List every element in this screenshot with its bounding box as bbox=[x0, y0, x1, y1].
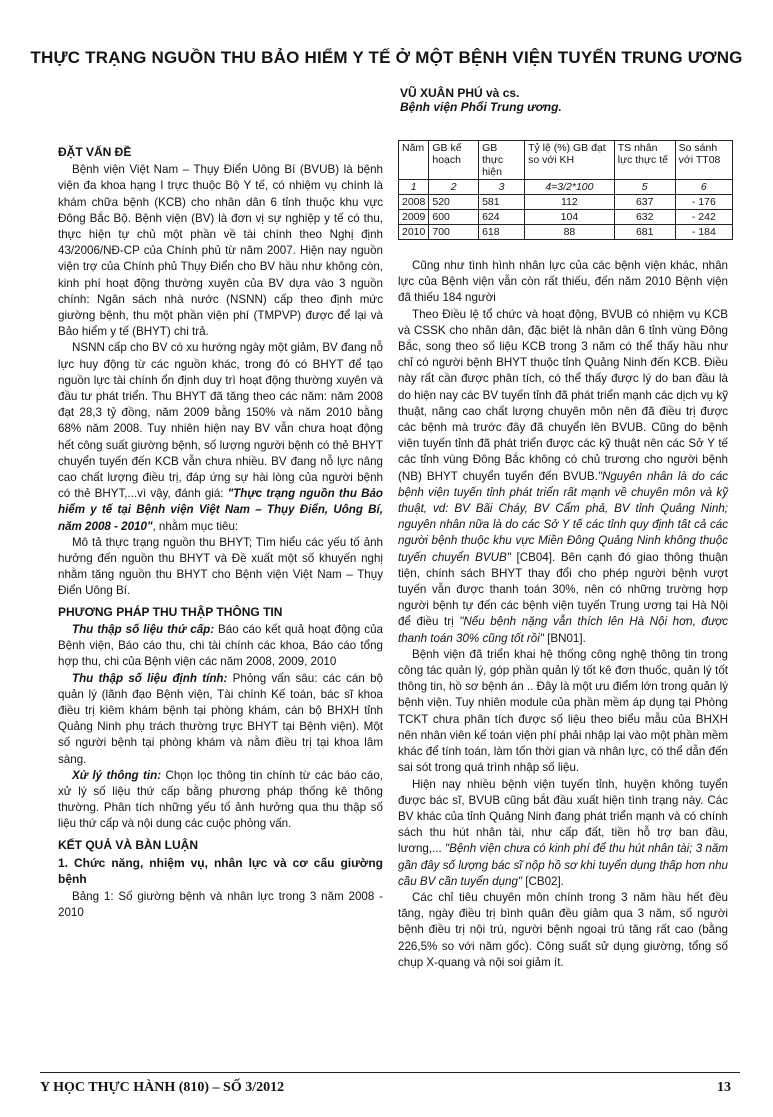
table-cell: - 184 bbox=[675, 225, 732, 240]
subsection-heading-1: 1. Chức năng, nhiệm vụ, nhân lực và cơ cấu giường bệnh bbox=[58, 855, 383, 886]
staff-paragraph: Cũng như tình hình nhân lực của các bệnh viện khác, nhân lực của Bệnh viện vẫn còn rất thiếu, đến năm 2010 Bệnh viện đã thiếu 184 người bbox=[398, 259, 728, 305]
table-cell: 3 bbox=[479, 180, 525, 195]
table-caption: Bảng 1: Số giường bệnh và nhân lực trong 3 năm 2008 - 2010 bbox=[58, 890, 383, 920]
table-header-cell: So sánh với TT08 bbox=[675, 141, 732, 180]
interview-quote-cb02: "Bệnh viện chưa có kinh phí để thu hút nhân tài; 3 năm gần đây số lượng bác sĩ nộp hồ sơ khi tuyển dụng thấp hơn nhu cầu BV cần tuyển dụng" bbox=[398, 842, 728, 888]
table-cell: 4=3/2*100 bbox=[525, 180, 615, 195]
indicators-paragraph: Các chỉ tiêu chuyên môn chính trong 3 năm hầu hết đều tăng, ngày điều trị bình quân đều giảm qua 3 năm, số người bệnh điều trị nội trú, người bệnh ngoại trú tăng rất cao (bằng 226,5% so với năm gốc). Công suất sử dụng giường, tổng số chụp X-quang và nội soi giảm ít. bbox=[398, 890, 728, 969]
table-header-cell: Năm bbox=[399, 141, 429, 180]
table-header-cell: GB thực hiện bbox=[479, 141, 525, 180]
section-heading-method: PHƯƠNG PHÁP THU THẬP THÔNG TIN bbox=[58, 604, 283, 619]
table-cell: - 176 bbox=[675, 195, 732, 210]
interview-quote-bn01: "Nếu bệnh nặng vẫn thích lên Hà Nội hơn, được thanh toán 30% cũng tốt rồi" bbox=[398, 615, 729, 645]
table-cell: 112 bbox=[525, 195, 615, 210]
table-header-cell: GB kế hoạch bbox=[429, 141, 479, 180]
table-cell: 624 bbox=[479, 210, 525, 225]
table-cell: 618 bbox=[479, 225, 525, 240]
table-cell: 632 bbox=[614, 210, 675, 225]
table-header-cell: TS nhân lực thực tế bbox=[614, 141, 675, 180]
author-name: VŨ XUÂN PHÚ và cs. bbox=[400, 86, 520, 100]
table-cell: 700 bbox=[429, 225, 479, 240]
intro-paragraph-1: Bệnh viện Việt Nam – Thụy Điển Uông Bí (BVUB) là bệnh viện đa khoa hạng I trực thuộc Bộ Y tế, có nhiệm vụ chính là khám chữa bệnh (KCB) cho nhân dân 6 tỉnh thuộc khu vực Đông Bắc Bộ. Bệnh viện (BV) là đơn vị sự nghiệp y tế có thu, thực hiện tự chủ một phần về tài chính theo Nghị định 43/2006/NĐ-CP của Chính phủ từ năm 2007. Hiện nay nguồn viện trợ của Chính phủ Thụy Điển cho BV hầu như không còn, kinh phí hoạt động thường xuyên của BV dựa vào 3 nguồn chính: Ngân sách nhà nước (NSNN) cấp theo định mức giường bệnh, thu một phần viện phí (TMPVP) được để lại và Bảo hiểm y tế (BHYT) chi trả. bbox=[58, 163, 383, 339]
table-cell: 581 bbox=[479, 195, 525, 210]
table-cell: 2009 bbox=[399, 210, 429, 225]
author-block bbox=[400, 86, 760, 114]
journal-footer: Y HỌC THỰC HÀNH (810) – SỐ 3/2012 bbox=[40, 1080, 285, 1095]
method-secondary-data: Thu thập số liệu thứ cấp: Báo cáo kết quả hoạt động của Bệnh viện, Báo cáo thu, chi tài chính các khoa, Báo cáo tổng hợp thu, chi của Bệnh viện các năm 2008, 2009, 2010 bbox=[58, 622, 383, 669]
right-column bbox=[398, 258, 728, 971]
table-index-row bbox=[399, 180, 733, 195]
referral-paragraph: Theo Điều lệ tổ chức và hoạt động, BVUB có nhiệm vụ KCB và CSSK cho nhân dân, đặc biệt là nhân dân 6 tỉnh vùng Đông Bắc, song theo số liệu KCB trong 3 năm có thể thấy hầu như chỉ có người bệnh BHYT thuộc tỉnh Quảng Ninh đến KCB. Điều này rất cần được phân tích, có thể thấy được lý do ban đầu là do hiện nay các BV tuyến tỉnh đã phát triển mạnh các dịch vụ kỹ thuật, nâng cao chất lượng chuyên môn nên đã điều trị được các bệnh mà trước đây đã chuyển lên BVUB. Cũng do bệnh viện tuyến tỉnh đã phát triển được các kỹ thuật nên các Sở Y tế các tỉnh vùng Đông Bắc không có chủ trương cho người bệnh (NB) BHYT chuyển tuyến đến BVUB."Nguyên nhân là do các bệnh viện tuyến tỉnh phát triển rất mạnh về chuyên môn và kỹ thuật, vd: BV Bãi Cháy, BV Cẩm phả, BV tỉnh Quảng Ninh; nguyên nhân nữa là do các Sở Y tế các tỉnh quy định tất cả các người bệnh thuộc khu vực Miền Đông Quảng Ninh không thuộc tuyến chuyển BVUB" [CB04]. Bên cạnh đó giao thông thuận tiện, chính sách BHYT thay đổi cho phép người bệnh vượt tuyến vẫn được thanh toán 30%, nên có những trường hợp người bệnh tự đến các bệnh viện tuyến Trung ương tại Hà Nội để điều trị "Nếu bệnh nặng vẫn thích lên Hà Nội hơn, được thanh toán 30% cũng tốt rồi" [BN01]. bbox=[398, 307, 729, 645]
table-header-row bbox=[399, 141, 733, 180]
table-cell: 600 bbox=[429, 210, 479, 225]
section-heading-results: KẾT QUẢ VÀ BÀN LUẬN bbox=[58, 837, 198, 852]
table-row bbox=[399, 225, 733, 240]
method-processing: Xử lý thông tin: Chọn lọc thông tin chính từ các báo cáo, xử lý số liệu thứ cấp bằng phương pháp thống kê thông thường. Phân tích những yếu tố ảnh hưởng qua thu thập số liệu thứ cấp và nội dung các cuộc phỏng vấn. bbox=[58, 768, 383, 831]
section-heading-intro: ĐẶT VẤN ĐỀ bbox=[58, 145, 132, 159]
article-title: THỰC TRẠNG NGUỒN THU BẢO HIỂM Y TẾ Ở MỘT BỆNH VIỆN TUYẾN TRUNG ƯƠNG bbox=[30, 48, 743, 67]
table-row bbox=[399, 195, 733, 210]
beds-staff-table bbox=[398, 140, 733, 240]
intro-paragraph-2: NSNN cấp cho BV có xu hướng ngày một giảm, BV đang nỗ lực huy động từ các nguồn khác, trong đó có BHYT để tạo nguồn lực tài chính ổn định duy trì hoạt động thường xuyên và đầu tư phát triển. Thu BHYT đã tăng theo các năm: năm 2008 đạt 28,3 tỷ đồng, năm 2009 bằng 150% và năm 2010 bằng 68% năm 2008. Tuy nhiên hiện nay BV vẫn chưa hoạt động hết công suất giường bệnh, số lượng người bệnh có thẻ BHYT chuyển tuyến đến KCB vẫn chưa nhiều. BV đang nỗ lực nâng cao chất lượng điều trị, đáp ứng sự hài lòng của người bệnh có thẻ BHYT,...vì vậy, đánh giá: "Thực trạng nguồn thu Bảo hiểm y tế tại Bệnh viện Việt Nam – Thụy Điển, Uông Bí, năm 2008 - 2010", nhằm mục tiêu: bbox=[58, 341, 383, 533]
table-cell: 2 bbox=[429, 180, 479, 195]
table-header-cell: Tỷ lệ (%) GB đạt so với KH bbox=[525, 141, 615, 180]
table-cell: 1 bbox=[399, 180, 429, 195]
study-title-quote: "Thực trạng nguồn thu Bảo hiểm y tế tại Bệnh viện Việt Nam – Thụy Điển, Uông Bí, năm 2008 - 2010" bbox=[58, 487, 383, 533]
table-cell: 2010 bbox=[399, 225, 429, 240]
table-cell: 681 bbox=[614, 225, 675, 240]
recruitment-paragraph: Hiện nay nhiều bệnh viện tuyến tỉnh, huyện không tuyển được bác sĩ, BVUB cũng bắt đầu xuất hiện tình trạng này. Các BV khác của tỉnh Quảng Ninh đang phát triển mạnh và có chính sách thu hút nhân tài, như cấp đất, tiền hỗ trợ ban đầu, lương,... "Bệnh viện chưa có kinh phí để thu hút nhân tài; 3 năm gần đây số lượng bác sĩ nộp hồ sơ khi tuyển dụng thấp hơn nhu cầu BV cần tuyển dụng" [CB02]. bbox=[398, 777, 728, 888]
table-cell: 104 bbox=[525, 210, 615, 225]
objectives-paragraph: Mô tả thực trạng nguồn thu BHYT; Tìm hiểu các yếu tố ảnh hưởng đến nguồn thu BHYT và Đề xuất một số khuyến nghị nhằm tăng nguồn thu BHYT cho Bệnh viện Việt Nam – Thụy Điển Uông Bí. bbox=[58, 535, 383, 598]
table-cell: 637 bbox=[614, 195, 675, 210]
author-affiliation: Bệnh viện Phổi Trung ương. bbox=[400, 100, 562, 114]
method-qualitative-data: Thu thập số liệu định tính: Phỏng vấn sâu: các cán bộ quản lý (lãnh đạo Bệnh viện, Tài chính Kế toán, bác sĩ khoa điều trị kiêm khám bệnh tại phòng khám, cán bộ BHXH tỉnh Quảng Ninh phụ trách thường trực BHYT tại Bệnh viện). Một số người bệnh tại phòng khám và nằm điều trị tại khoa lâm sàng. bbox=[58, 671, 383, 766]
footer-divider bbox=[40, 1072, 740, 1073]
interview-quote-cb04: "Nguyên nhân là do các bệnh viện tuyến tỉnh phát triển rất mạnh về chuyên môn và kỹ thuật, vd: BV Bãi Cháy, BV Cẩm phả, BV tỉnh Quảng Ninh; nguyên nhân nữa là do các Sở Y tế các tỉnh quy định tất cả các người bệnh thuộc khu vực Miền Đông Quảng Ninh không thuộc tuyến chuyển BVUB" bbox=[398, 469, 729, 564]
table-cell: 6 bbox=[675, 180, 732, 195]
it-system-paragraph: Bệnh viện đã triển khai hệ thống công nghệ thông tin trong công tác quản lý, góp phần quản lý tốt kê đơn thuốc, quản lý tốt thông tin, hồ sơ bệnh án .. Đây là một ưu điểm lớn trong quản lý bệnh viện. Tuy nhiên module của phần mềm áp dụng tại Phòng TCKT chưa phân tích được số liệu theo biểu mẫu của BHXH nên nhân viên kế toán viện phí phải nhập lại vào một phần mềm khác để tính toán, làm tốn thời gian và nhân lực, có thể dẫn đến sai sót trong quá trình nhập số liệu. bbox=[398, 647, 728, 775]
page-number: 13 bbox=[717, 1080, 731, 1095]
table-cell: - 242 bbox=[675, 210, 732, 225]
table-cell: 5 bbox=[614, 180, 675, 195]
table-row bbox=[399, 210, 733, 225]
left-column bbox=[58, 140, 383, 922]
table-cell: 2008 bbox=[399, 195, 429, 210]
table-cell: 88 bbox=[525, 225, 615, 240]
table-cell: 520 bbox=[429, 195, 479, 210]
